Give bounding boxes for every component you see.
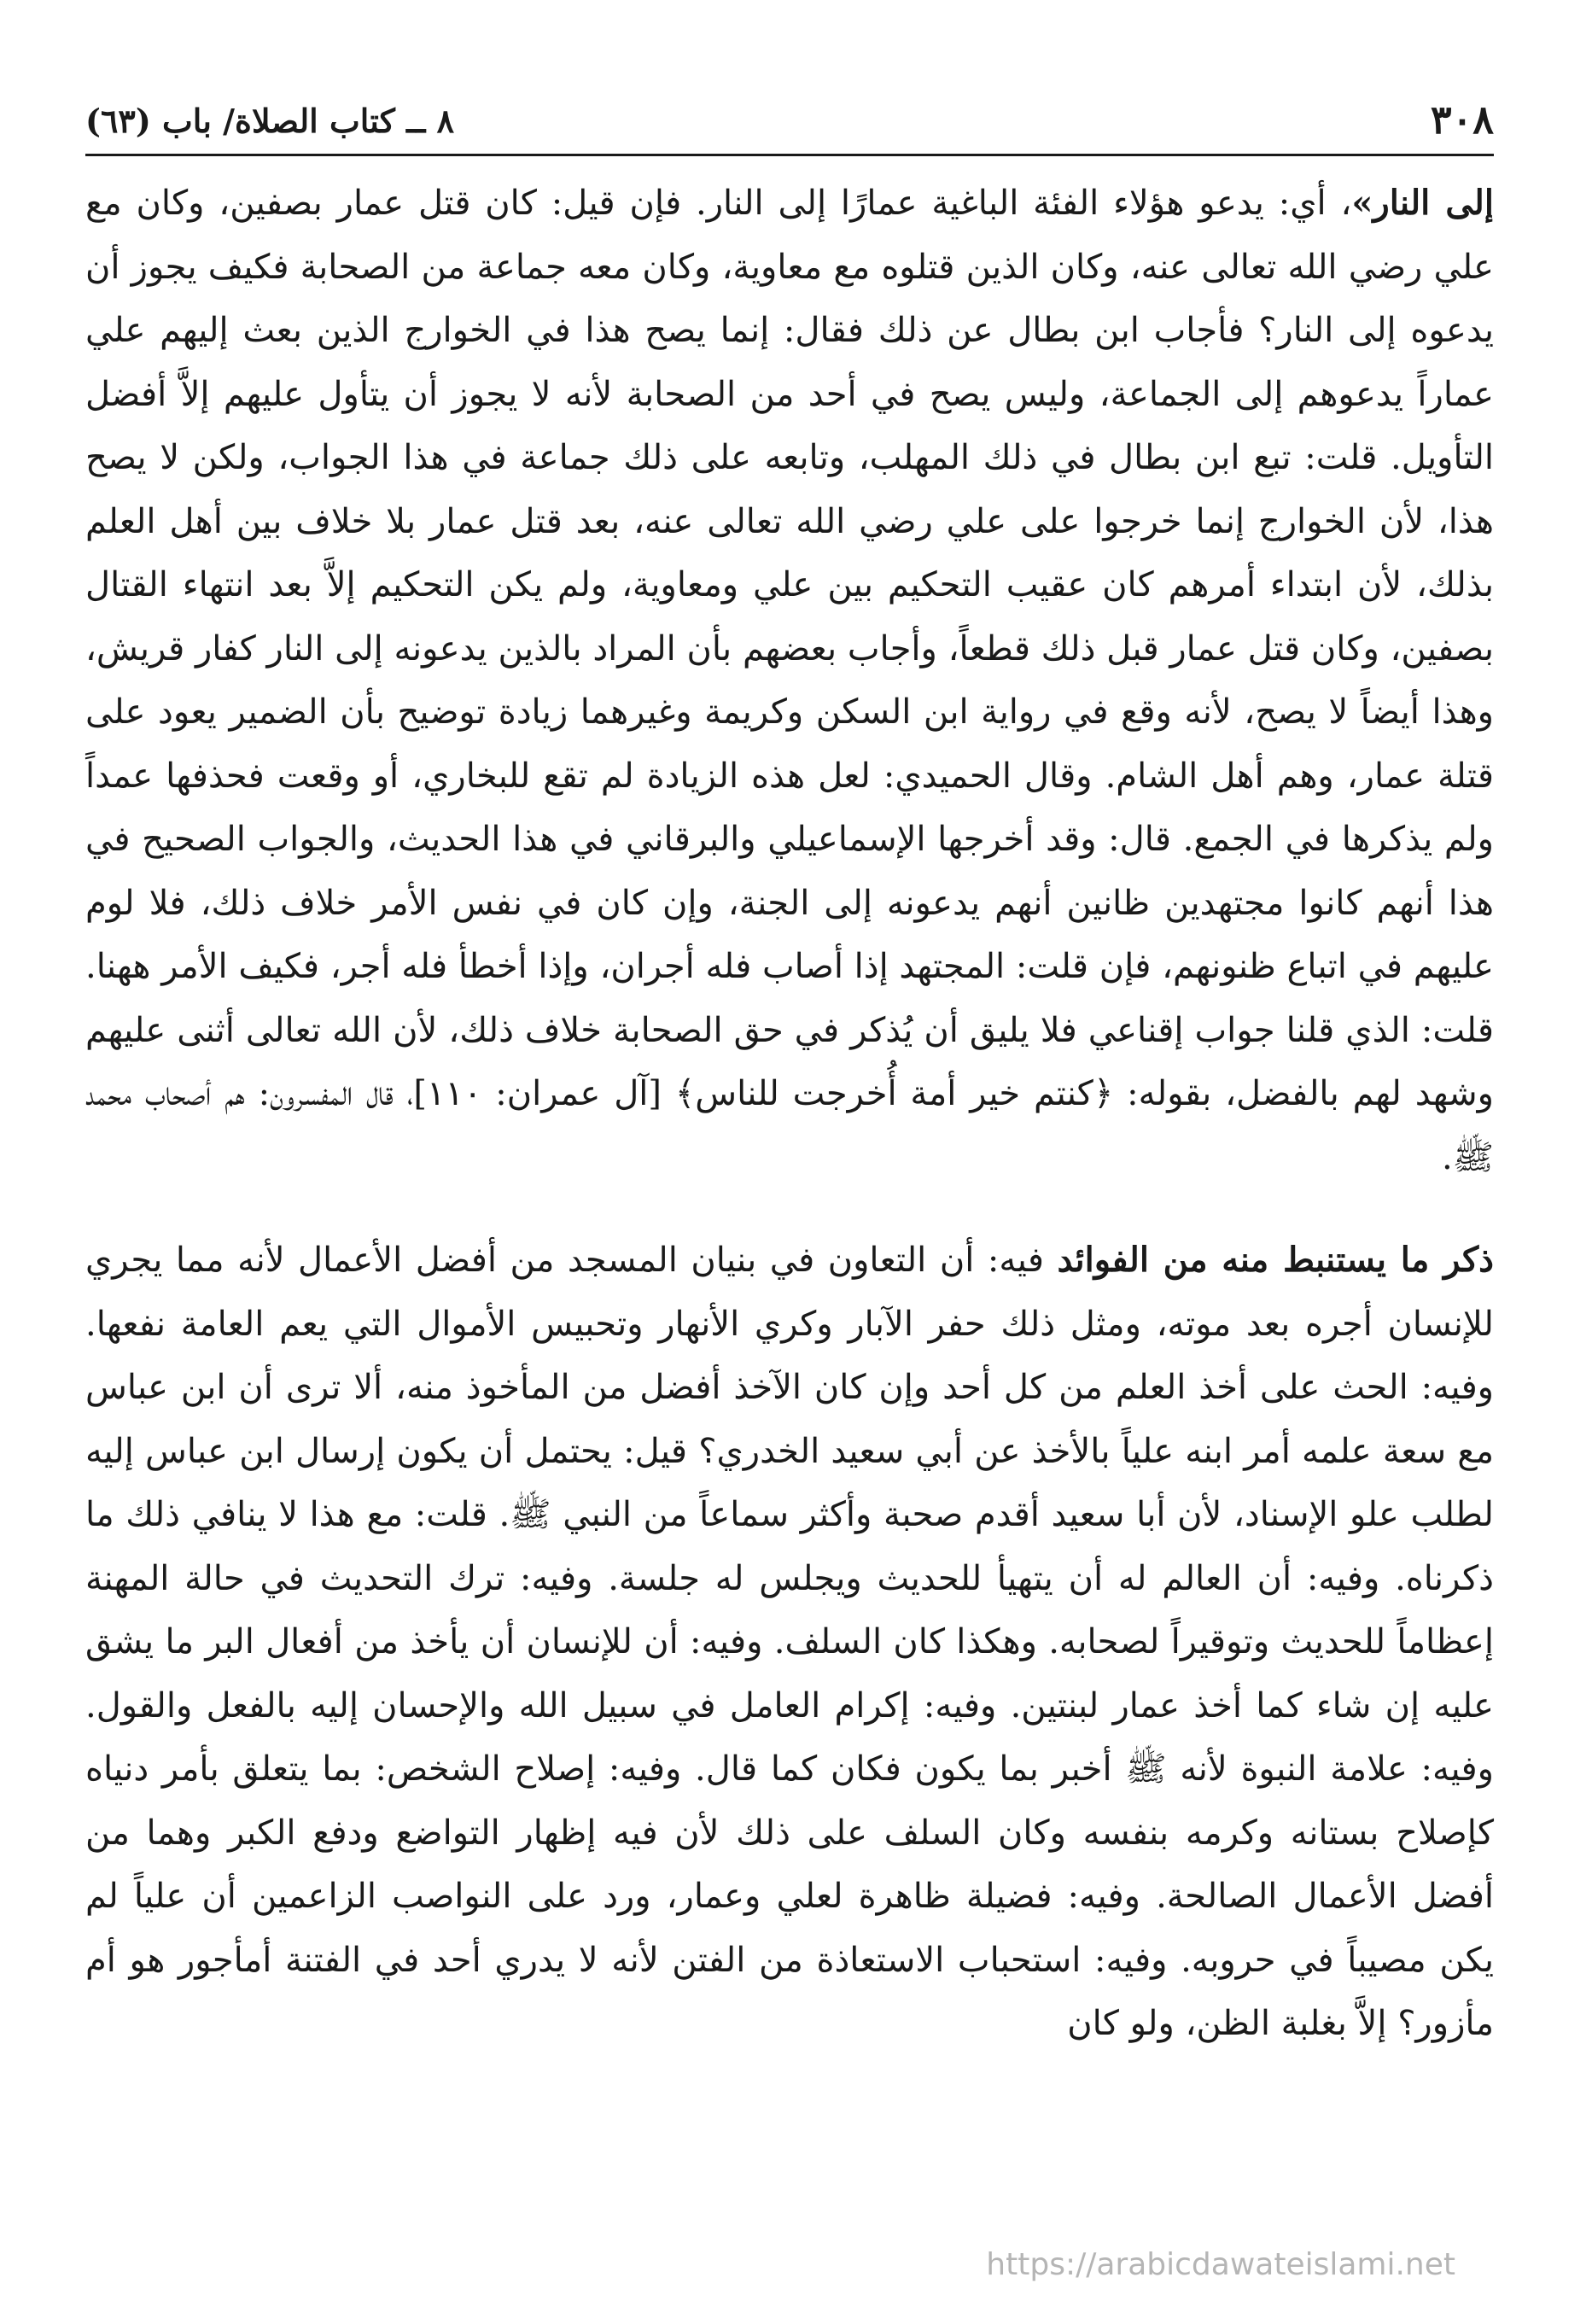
document-page [85,94,1494,2056]
paragraph-lead: إلى النار» [1351,183,1494,223]
paragraph-commentary [85,172,1494,1189]
paragraph-text: ، أي: يدعو هؤلاء الفئة الباغية عمارًا إلى النار. فإن قيل: كان قتل عمار بصفين، وكان مع علي رضي الله تعالى عنه، وكان الذين قتلوه مع معاوية، وكان معه جماعة من الصحابة فكيف يجوز أن يدعوه إلى النار؟ فأجاب ابن بطال عن ذلك فقال: إنما يصح هذا في الخوارج الذين بعث إليهم علي عماراً يدعوهم إلى الجماعة، وليس يصح في أحد من الصحابة لأنه لا يجوز أن يتأول عليهم إلاَّ أفضل التأويل. قلت: تبع ابن بطال في ذلك المهلب، وتابعه على ذلك جماعة في هذا الجواب، ولكن لا يصح هذا، لأن الخوارج إنما خرجوا على علي رضي الله تعالى عنه، بعد قتل عمار بلا خلاف بين أهل العلم بذلك، لأن ابتداء أمرهم كان عقيب التحكيم بين علي ومعاوية، ولم يكن التحكيم إلاَّ بعد انتهاء القتال بصفين، وكان قتل عمار قبل ذلك قطعاً، وأجاب بعضهم بأن المراد بالذين يدعونه إلى النار كفار قريش، وهذا أيضاً لا يصح، لأنه وقع في رواية ابن السكن وكريمة وغيرهما زيادة توضيح بأن الضمير يعود على قتلة عمار، وهم أهل الشام. وقال الحميدي: لعل هذه الزيادة لم تقع للبخاري، أو وقعت فحذفها عمداً ولم يذكرها في الجمع. قال: وقد أخرجها الإسماعيلي والبرقاني في هذا الحديث، والجواب الصحيح في هذا أنهم كانوا مجتهدين ظانين أنهم يدعونه إلى الجنة، وإن كان في نفس الأمر خلاف ذلك، فلا لوم عليهم في اتباع ظنونهم، فإن قلت: المجتهد إذا أصاب فله أجران، وإذا أخطأ فله أجر، فكيف الأمر ههنا. قلت: الذي قلنا جواب إقناعي فلا يليق أن يُذكر في حق الصحابة خلاف ذلك، لأن الله تعالى أثنى عليهم وشهد لهم بالفضل، بقوله: ﴿كنتم خير أمة أُخرجت للناس﴾ [آل عمران: ١١٠]، قال المفسرون: هم أصحاب محمد ﷺ. [85,184,1495,1177]
paragraph-text: فيه: أن التعاون في بنيان المسجد من أفضل الأعمال لأنه مما يجري للإنسان أجره بعد موته، ومثل ذلك حفر الآبار وكري الأنهار وتحبيس الأموال التي يعم العامة نفعها. وفيه: الحث على أخذ العلم من كل أحد وإن كان الآخذ أفضل من المأخوذ منه، ألا ترى أن ابن عباس مع سعة علمه أمر ابنه علياً بالأخذ عن أبي سعيد الخدري؟ قيل: يحتمل أن يكون إرسال ابن عباس إليه لطلب علو الإسناد، لأن أبا سعيد أقدم صحبة وأكثر سماعاً من النبي ﷺ. قلت: مع هذا لا ينافي ذلك ما ذكرناه. وفيه: أن العالم له أن يتهيأ للحديث ويجلس له جلسة. وفيه: ترك التحديث في حالة المهنة إعظاماً للحديث وتوقيراً لصحابه. وهكذا كان السلف. وفيه: أن للإنسان أن يأخذ من أفعال البر ما يشق عليه إن شاء كما أخذ عمار لبنتين. وفيه: إكرام العامل في سبيل الله والإحسان إليه بالفعل والقول. وفيه: علامة النبوة لأنه ﷺ أخبر بما يكون فكان كما قال. وفيه: إصلاح الشخص: بما يتعلق بأمر دنياه كإصلاح بستانه وكرمه بنفسه وكان السلف على ذلك لأن فيه إظهار التواضع ودفع الكبر وهما من أفضل الأعمال الصالحة. وفيه: فضيلة ظاهرة لعلي وعمار، ورد على النواصب الزاعمين أن علياً لم يكن مصيباً في حروبه. وفيه: استحباب الاستعاذة من الفتن لأنه لا يدري أحد في الفتنة أمأجور هو أم مأزور؟ إلاَّ بغلبة الظن، ولو كان [85,1241,1495,2043]
section-heading: ذكر ما يستنبط منه من الفوائد [1057,1240,1494,1280]
page-number: ٣٠٨ [1430,96,1494,143]
running-title: ٨ ــ كتاب الصلاة/ باب (٦٣) [85,102,455,140]
page-header [85,94,1494,156]
watermark-url: https://arabicdawateislami.net [986,2247,1455,2282]
body-text [85,172,1494,2056]
section-gap [85,1189,1494,1229]
paragraph-benefits [85,1229,1494,2056]
